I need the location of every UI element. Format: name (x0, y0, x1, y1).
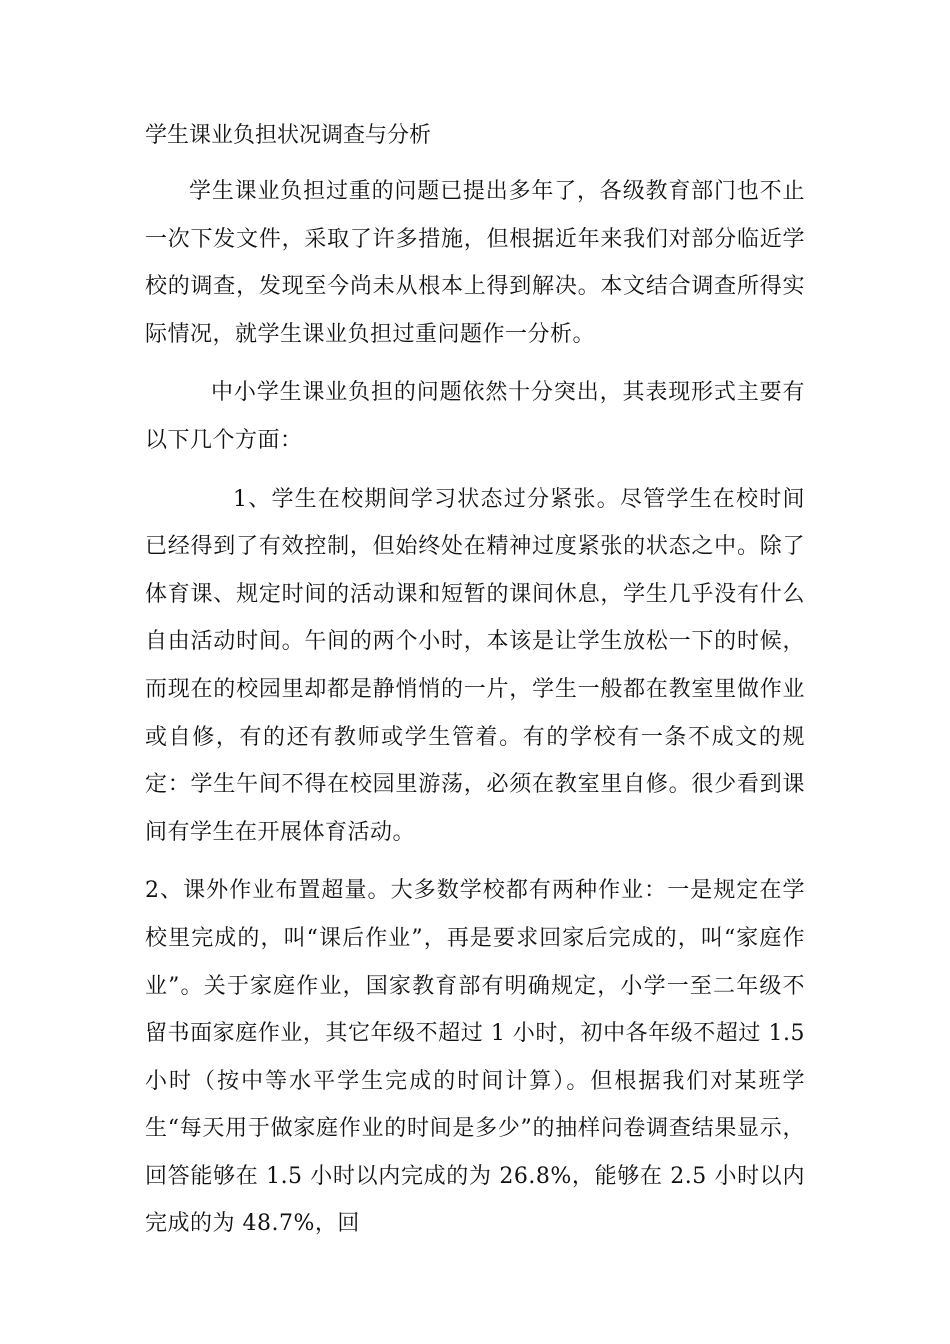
paragraph-overview: 中小学生课业负担的问题依然十分突出，其表现形式主要有以下几个方面： (145, 380, 805, 453)
document-body (145, 118, 805, 1248)
paragraph-point-1: 1、学生在校期间学习状态过分紧张。尽管学生在校时间已经得到了有效控制，但始终处在精神过度紧张的状态之中。除了体育课、规定时间的活动课和短暂的课间休息，学生几乎没有什么自由活动时间。午间的两个小时，本该是让学生放松一下的时候，而现在的校园里却都是静悄悄的一片，学生一般都在教室里做作业或自修，有的还有教师或学生管着。有的学校有一条不成文的规定：学生午间不得在校园里游荡，必须在教室里自修。很少看到课间有学生在开展体育活动。 (145, 486, 805, 845)
paragraph-intro: 学生课业负担过重的问题已提出多年了，各级教育部门也不止一次下发文件，采取了许多措施，但根据近年来我们对部分临近学校的调查，发现至今尚未从根本上得到解决。本文结合调查所得实际情况，就学生课业负担过重问题作一分析。 (145, 179, 805, 347)
document-title: 学生课业负担状况调查与分析 (145, 123, 432, 148)
paragraph-point-2: 2、课外作业布置超量。大多数学校都有两种作业：一是规定在学校里完成的，叫“课后作业”，再是要求回家后完成的，叫“家庭作业”。关于家庭作业，国家教育部有明确规定，小学一至二年级不留书面家庭作业，其它年级不超过 1 小时，初中各年级不超过 1.5 小时（按中等水平学生完成的时间计算）。但根据我们对某班学生“每天用于做家庭作业的时间是多少”的抽样问卷调查结果显示，回答能够在 1.5 小时以内完成的为 26.8%，能够在 2.5 小时以内完成的为 48.7%，回 (145, 878, 805, 1237)
